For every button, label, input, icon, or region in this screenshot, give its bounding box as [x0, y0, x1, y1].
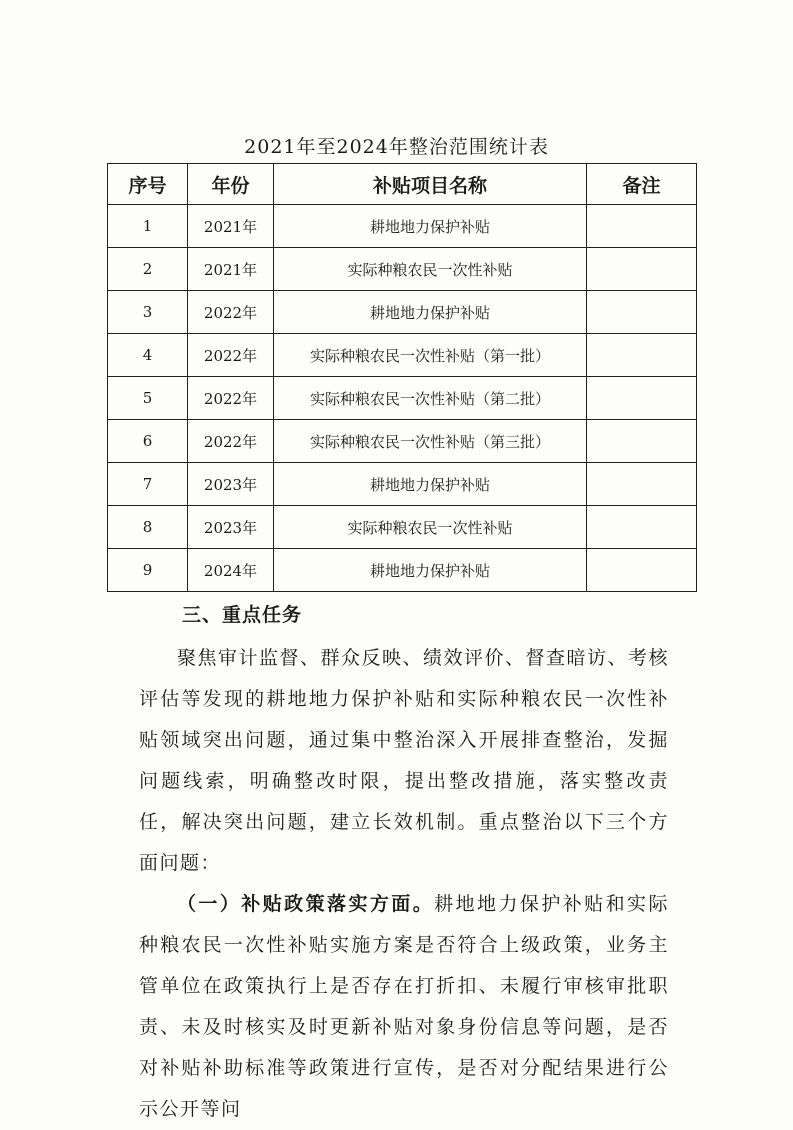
cell-seq: 6 — [108, 420, 188, 463]
paragraph-body: 耕地地力保护补贴和实际种粮农民一次性补贴实施方案是否符合上级政策，业务主管单位在政策执行上是否存在打折扣、未履行审核审批职责、未及时核实及时更新补贴对象身份信息等问题，是否对补贴补助标准等政策进行宣传，是否对分配结果进行公示公开等问 — [139, 893, 669, 1120]
cell-remarks — [587, 248, 697, 291]
cell-project-name: 实际种粮农民一次性补贴（第一批） — [274, 334, 587, 377]
cell-seq: 3 — [108, 291, 188, 334]
section-heading: 三、重点任务 — [182, 604, 303, 626]
table-row — [108, 334, 697, 377]
table-row — [108, 549, 697, 592]
cell-remarks — [587, 549, 697, 592]
cell-remarks — [587, 506, 697, 549]
paragraph-lead-heading: （一）补贴政策落实方面。 — [177, 893, 435, 915]
cell-project-name: 实际种粮农民一次性补贴（第三批） — [274, 420, 587, 463]
cell-seq: 4 — [108, 334, 188, 377]
cell-remarks — [587, 291, 697, 334]
cell-year: 2021年 — [188, 205, 274, 248]
header-project-name: 补贴项目名称 — [274, 164, 587, 205]
cell-seq: 8 — [108, 506, 188, 549]
cell-project-name: 实际种粮农民一次性补贴 — [274, 506, 587, 549]
table-row — [108, 463, 697, 506]
cell-project-name: 耕地地力保护补贴 — [274, 291, 587, 334]
cell-remarks — [587, 463, 697, 506]
cell-remarks — [587, 334, 697, 377]
table-row — [108, 377, 697, 420]
cell-project-name: 耕地地力保护补贴 — [274, 549, 587, 592]
cell-year: 2021年 — [188, 248, 274, 291]
cell-year: 2022年 — [188, 377, 274, 420]
cell-year: 2022年 — [188, 420, 274, 463]
cell-project-name: 耕地地力保护补贴 — [274, 205, 587, 248]
table-title: 2021年至2024年整治范围统计表 — [244, 136, 549, 158]
cell-year: 2022年 — [188, 291, 274, 334]
cell-year: 2022年 — [188, 334, 274, 377]
cell-remarks — [587, 205, 697, 248]
cell-seq: 9 — [108, 549, 188, 592]
section-body — [139, 638, 669, 1130]
header-year: 年份 — [188, 164, 274, 205]
cell-year: 2023年 — [188, 506, 274, 549]
cell-year: 2024年 — [188, 549, 274, 592]
statistics-table — [107, 163, 697, 592]
cell-project-name: 实际种粮农民一次性补贴（第二批） — [274, 377, 587, 420]
table-row — [108, 420, 697, 463]
cell-remarks — [587, 420, 697, 463]
cell-project-name: 实际种粮农民一次性补贴 — [274, 248, 587, 291]
table-row — [108, 506, 697, 549]
paragraph-key-tasks: 聚焦审计监督、群众反映、绩效评价、督查暗访、考核评估等发现的耕地地力保护补贴和实际种粮农民一次性补贴领域突出问题，通过集中整治深入开展排查整治，发掘问题线索，明确整改时限，提出整改措施，落实整改责任，解决突出问题，建立长效机制。重点整治以下三个方面问题： — [139, 647, 670, 874]
table-row — [108, 248, 697, 291]
header-seq: 序号 — [108, 164, 188, 205]
paragraph-policy-implementation — [139, 884, 669, 1130]
cell-project-name: 耕地地力保护补贴 — [274, 463, 587, 506]
cell-remarks — [587, 377, 697, 420]
table-header-row — [108, 164, 697, 205]
table-row — [108, 205, 697, 248]
cell-year: 2023年 — [188, 463, 274, 506]
table-row — [108, 291, 697, 334]
cell-seq: 7 — [108, 463, 188, 506]
cell-seq: 1 — [108, 205, 188, 248]
header-remarks: 备注 — [587, 164, 697, 205]
cell-seq: 2 — [108, 248, 188, 291]
cell-seq: 5 — [108, 377, 188, 420]
